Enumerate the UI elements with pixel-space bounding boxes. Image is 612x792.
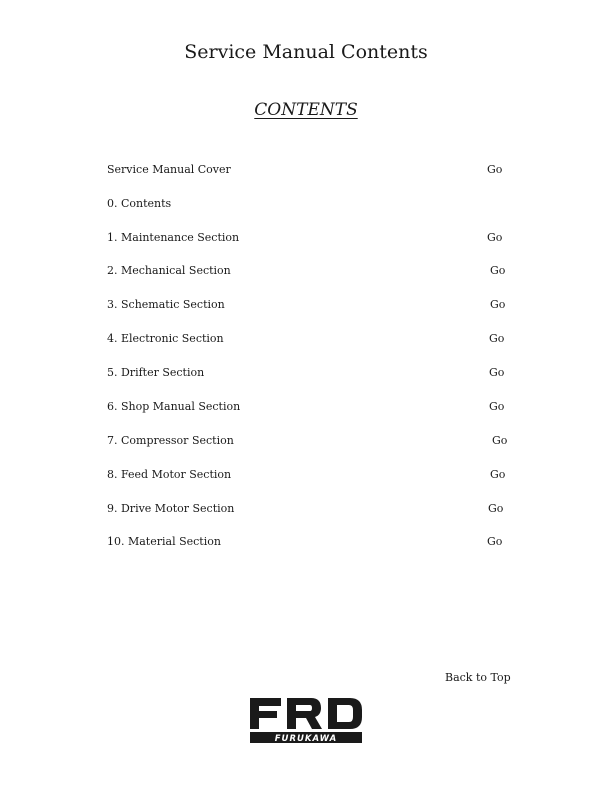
go-link-material[interactable]: Go xyxy=(487,535,503,548)
toc-row-material xyxy=(0,533,612,551)
go-link-drifter[interactable]: Go xyxy=(489,366,505,379)
toc-label-mechanical: 2. Mechanical Section xyxy=(107,264,231,277)
go-link-electronic[interactable]: Go xyxy=(489,332,505,345)
toc-row-shop-manual xyxy=(0,398,612,416)
go-link-schematic[interactable]: Go xyxy=(490,298,506,311)
frd-letters xyxy=(250,698,362,729)
go-link-compressor[interactable]: Go xyxy=(492,434,508,447)
toc-row-maintenance xyxy=(0,229,612,247)
toc-label-drifter: 5. Drifter Section xyxy=(107,366,205,379)
toc-label-feed-motor: 8. Feed Motor Section xyxy=(107,468,232,481)
page-title: Service Manual Contents xyxy=(184,41,428,63)
toc-label-compressor: 7. Compressor Section xyxy=(107,434,234,447)
go-link-mechanical[interactable]: Go xyxy=(490,264,506,277)
toc-label-drive-motor: 9. Drive Motor Section xyxy=(107,502,235,515)
toc-row-schematic xyxy=(0,296,612,314)
go-link-maintenance[interactable]: Go xyxy=(487,231,503,244)
frd-furukawa-logo xyxy=(249,696,363,744)
toc-row-drifter xyxy=(0,364,612,382)
toc-row-drive-motor xyxy=(0,500,612,518)
toc-row-compressor xyxy=(0,432,612,450)
toc-label-electronic: 4. Electronic Section xyxy=(107,332,224,345)
toc-label-maintenance: 1. Maintenance Section xyxy=(107,231,240,244)
toc-label-shop-manual: 6. Shop Manual Section xyxy=(107,400,241,413)
toc-row-feed-motor xyxy=(0,466,612,484)
toc-row-contents xyxy=(0,195,612,213)
toc-label-material: 10. Material Section xyxy=(107,535,221,548)
toc-label-cover: Service Manual Cover xyxy=(107,163,231,176)
go-link-cover[interactable]: Go xyxy=(487,163,503,176)
go-link-shop-manual[interactable]: Go xyxy=(489,400,505,413)
contents-heading: CONTENTS xyxy=(254,100,358,120)
toc-row-electronic xyxy=(0,330,612,348)
back-to-top-link[interactable]: Back to Top xyxy=(445,671,511,684)
toc-row-mechanical xyxy=(0,262,612,280)
furukawa-text: FURUKAWA xyxy=(274,734,338,744)
toc-label-schematic: 3. Schematic Section xyxy=(107,298,225,311)
go-link-drive-motor[interactable]: Go xyxy=(488,502,504,515)
toc-label-contents: 0. Contents xyxy=(107,197,172,210)
toc-row-cover xyxy=(0,161,612,179)
go-link-feed-motor[interactable]: Go xyxy=(490,468,506,481)
